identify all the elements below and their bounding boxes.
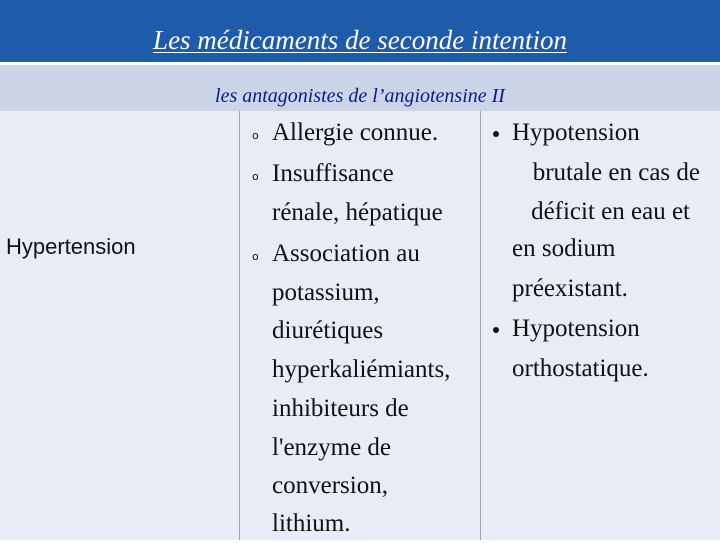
bullet-icon: o <box>252 250 259 263</box>
contraindication-association-line: conversion, <box>272 472 388 499</box>
contraindication-association-line: inhibiteurs de <box>272 395 409 422</box>
indication-label: Hypertension <box>6 234 136 259</box>
side-effect-hypotension-brutal-line: Hypotension <box>512 119 640 146</box>
slide-subtitle: les antagonistes de l’angiotensine II <box>215 85 505 107</box>
side-effect-hypotension-brutal-line: déficit en eau et <box>531 198 690 225</box>
contraindication-insufficiency-line1: Insuffisance <box>272 160 394 187</box>
contraindication-association-line: hyperkaliémiants, <box>272 356 451 383</box>
side-effect-hypotension-orthostatic-line: orthostatique. <box>512 355 649 382</box>
contraindication-association-line: potassium, <box>272 279 380 306</box>
contraindication-allergy: Allergie connue. <box>272 119 439 146</box>
bullet-icon: o <box>252 170 259 183</box>
bullet-icon: o <box>252 129 259 142</box>
side-effect-hypotension-orthostatic-line: Hypotension <box>512 315 640 342</box>
contraindication-association-line: diurétiques <box>272 317 384 344</box>
side-effect-hypotension-brutal-line: préexistant. <box>512 275 628 302</box>
contraindication-association-line: lithium. <box>272 510 351 537</box>
bullet-icon <box>493 131 499 137</box>
contraindication-association-line: Association au <box>272 240 420 267</box>
bullet-icon <box>493 327 499 333</box>
slide-title: Les médicaments de seconde intention <box>153 25 567 55</box>
side-effect-hypotension-brutal-line: brutale en cas de <box>532 159 700 186</box>
contraindication-insufficiency-line2: rénale, hépatique <box>272 199 443 226</box>
contraindication-association-line: l'enzyme de <box>272 434 392 461</box>
side-effect-hypotension-brutal-line: en sodium <box>512 235 616 262</box>
table-cell-indication <box>0 111 240 540</box>
